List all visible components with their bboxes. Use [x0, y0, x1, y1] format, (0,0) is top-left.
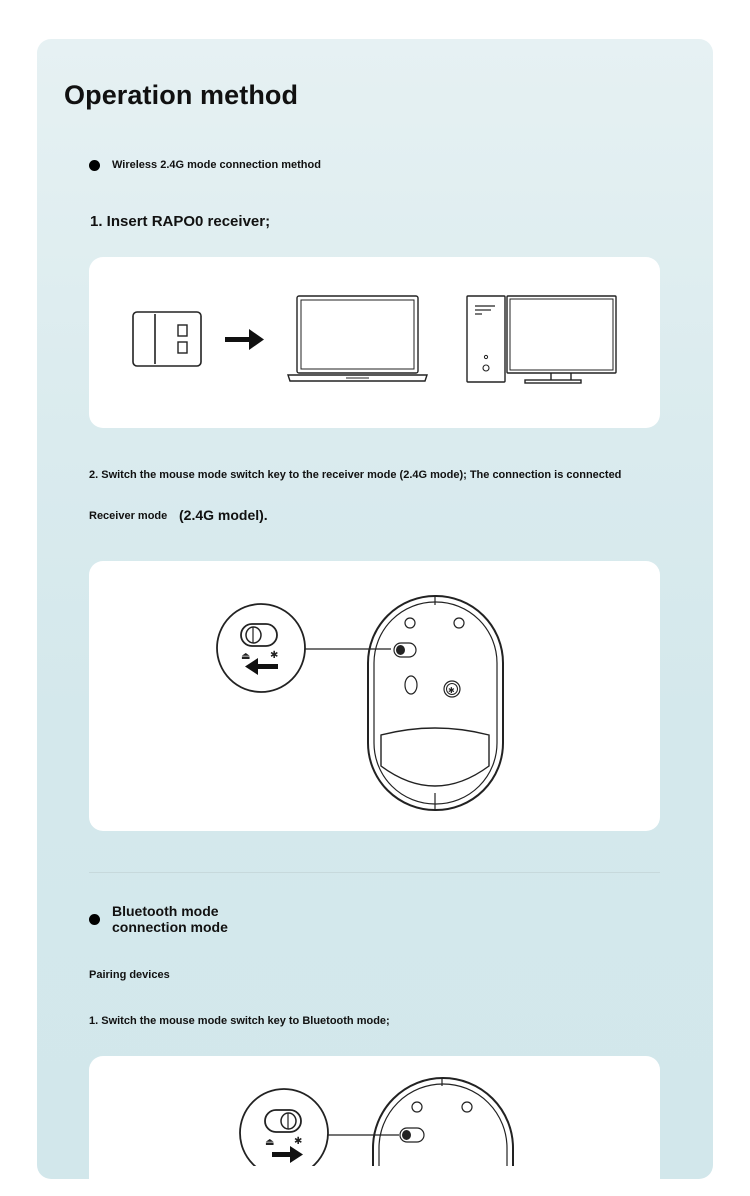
heading-line-1: Bluetooth mode [112, 903, 219, 919]
section-heading-text [112, 903, 228, 935]
desktop-tower-icon [467, 296, 505, 382]
svg-text:⏏: ⏏ [241, 651, 251, 662]
arrow-right-icon [225, 329, 264, 350]
step-switch-bluetooth-mode: 1. Switch the mouse mode switch key to Bluetooth mode; [89, 1015, 390, 1027]
bullet-icon [89, 160, 100, 171]
illustration-card-receiver [89, 257, 660, 428]
laptop-icon [288, 296, 427, 381]
mouse-bluetooth-mode-illustration [89, 1056, 660, 1166]
heading-line-2: connection mode [112, 919, 228, 935]
monitor-icon [507, 296, 616, 383]
svg-text:✱: ✱ [448, 686, 455, 695]
section-heading-text: Wireless 2.4G mode connection method [112, 159, 321, 171]
section-divider [89, 872, 660, 873]
bullet-icon [89, 914, 100, 925]
step-switch-receiver-mode: 2. Switch the mouse mode switch key to the receiver mode (2.4G mode); The connection is connected [89, 469, 622, 481]
illustration-card-mouse-receiver [89, 561, 660, 831]
page-title: Operation method [64, 80, 299, 110]
receiver-mode-label: Receiver mode [89, 510, 168, 522]
section-bluetooth-heading [89, 903, 228, 935]
usb-receiver-icon [133, 312, 201, 366]
mouse-bottom-icon [373, 1078, 513, 1166]
switch-zoom-icon [217, 604, 305, 692]
illustration-card-mouse-bluetooth [89, 1056, 660, 1196]
svg-text:✱: ✱ [294, 1136, 303, 1147]
pairing-devices-label: Pairing devices [89, 969, 170, 981]
mouse-receiver-mode-illustration [89, 561, 660, 831]
mouse-bottom-icon [368, 596, 503, 810]
svg-text:✱: ✱ [270, 650, 279, 661]
receiver-to-computer-illustration [89, 257, 660, 428]
step-insert-receiver: 1. Insert RAPO0 receiver; [90, 213, 271, 230]
svg-text:⏏: ⏏ [265, 1137, 275, 1148]
receiver-mode-value: (2.4G model). [179, 507, 268, 523]
section-wireless-heading [89, 159, 321, 171]
arrow-right-icon [272, 1146, 303, 1163]
